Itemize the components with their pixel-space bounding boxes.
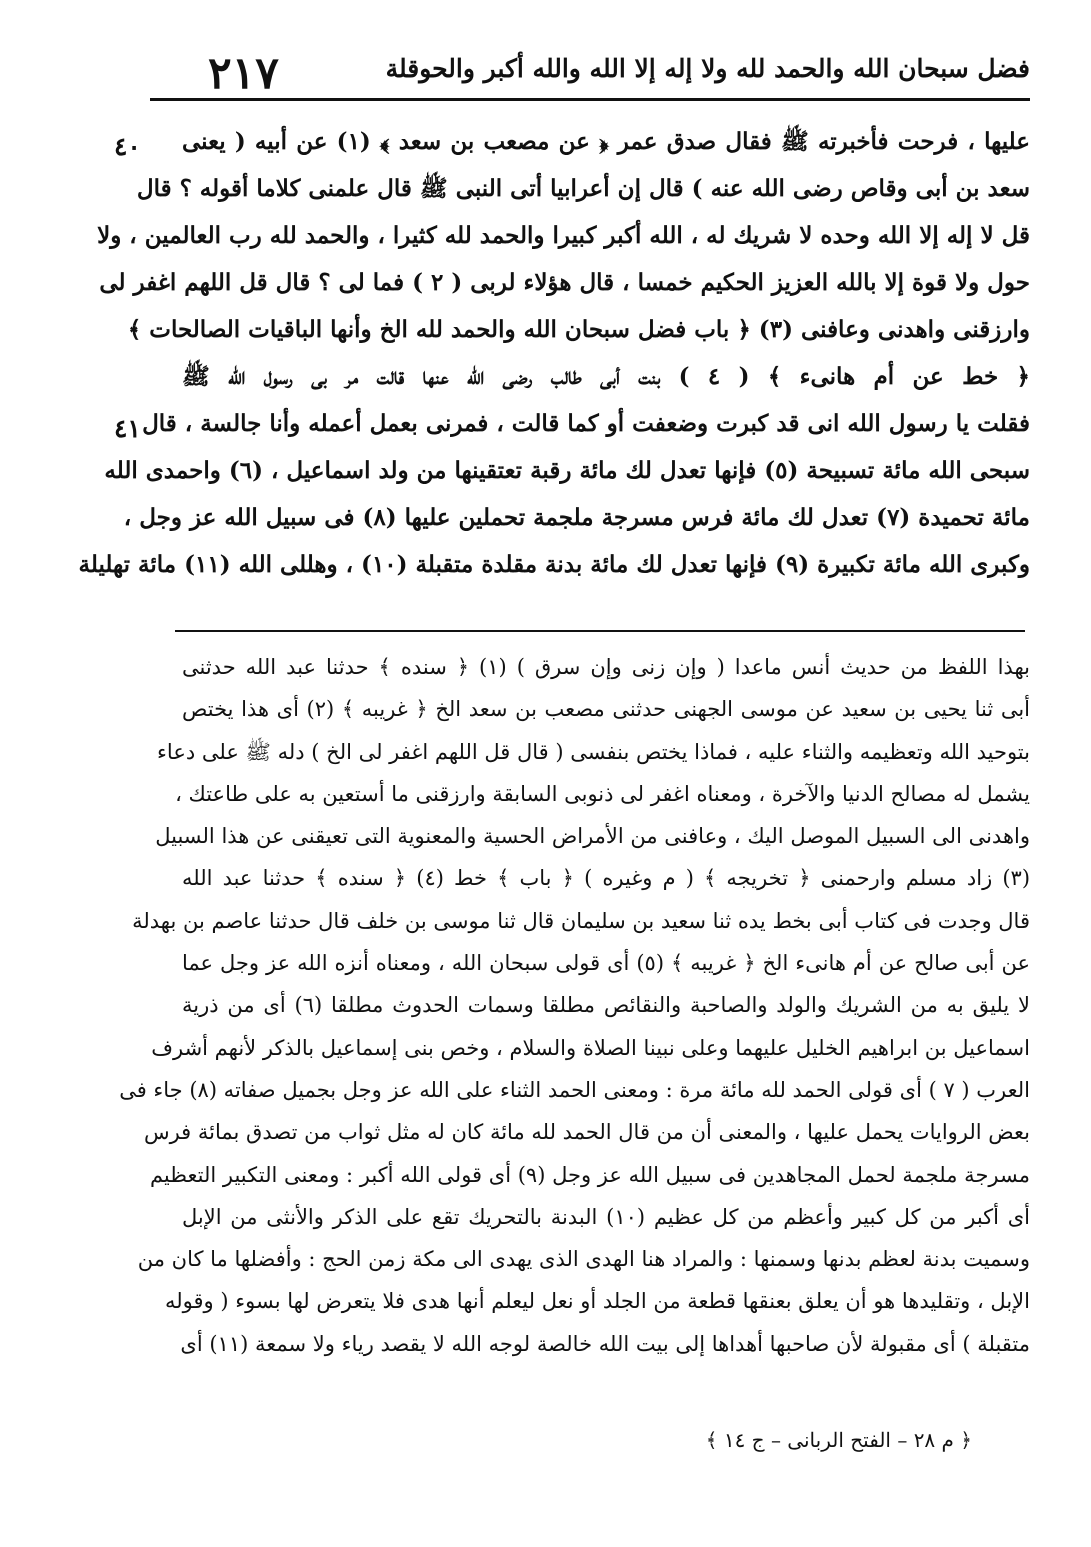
main-text-line: وارزقنى واهدنى وعافنى (٣) ﴿ باب فضل سبحان الله والحمد لله الخ وأنها الباقيات الصالحات ﴾: [127, 316, 1030, 343]
main-text-line: عليها ، فرحت فأخبرته ﷺ فقال صدق عمر ﴿ عن مصعب بن سعد ﴾ (١) عن أبيه ( يعنى: [182, 128, 1030, 155]
header-rule: [150, 98, 1030, 101]
footnote-line: أى أكبر من كل كبير وأعظم من كل عظيم (١٠) البدنة بالتحريك تقع على الذكر والأنثى من الإبل: [182, 1204, 1031, 1229]
footnote-line: العرب ( ٧ ) أى قولى الحمد لله مائة مرة : ومعنى الحمد الثناء على الله عز وجل بجميل صفاته (٨) جاء فى: [119, 1077, 1030, 1102]
signature-mark: ﴿ م ٢٨ – الفتح الربانى – ج ١٤ ﴾: [705, 1428, 972, 1452]
footnote-line: متقبلة ) أى مقبولة لأن صاحبها أهداها إلى بيت الله خالصة لوجه الله لا يقصد رياء ولا سمعة (١١) أى: [180, 1331, 1030, 1356]
main-text-line: حول ولا قوة إلا بالله العزيز الحكيم خمسا ، قال هؤلاء لربى ( ٢ ) فما لى ؟ قال قل اللهم اغفر لى: [99, 269, 1030, 296]
footnote-line: اسماعيل بن ابراهيم الخليل عليهما وعلى نبينا الصلاة والسلام ، وخص بنى إسماعيل بالذكر لأنهم أشرف: [151, 1035, 1030, 1060]
running-title: فضل سبحان الله والحمد لله ولا إله إلا الله والله أكبر والحوقلة: [385, 54, 1030, 83]
footnote-rule: [175, 630, 1025, 632]
footnote-line: عن أبى صالح عن أم هانىء الخ ﴿ غريبه ﴾ (٥) أى قولى سبحان الله ، ومعناه أنزه الله عز وجل عما: [182, 951, 1030, 976]
main-text-line: سبحى الله مائة تسبيحة (٥) فإنها تعدل لك مائة رقبة تعتقينها من ولد اسماعيل ، (٦) واحمدى الله: [104, 457, 1030, 484]
main-text-line: ﴿ خط عن أم هانىء ﴾ ( ٤ ) بنت أبى طالب رضى الله عنها قالت مر بى رسول الله ﷺ: [182, 363, 1030, 390]
footnote-line: واهدنى الى السبيل الموصل اليك ، وعافنى من الأمراض الحسية والمعنوية التى تعيقنى عن هذا السبيل: [155, 824, 1030, 849]
page-number: ٢١٧: [208, 48, 279, 99]
footnote-line: بعض الروايات يحمل عليها ، والمعنى أن من قال الحمد لله مائة كان له مثل ثواب من تصدق بمائة فرس: [143, 1120, 1030, 1145]
footnote-line: الإبل ، وتقليدها هو أن يعلق بعنقها قطعة من الجلد أو نعل ليعلم أنها هدى فلا يتعرض لها بسوء ( وقوله: [165, 1289, 1030, 1314]
footnote-line: (٣) زاد مسلم وارحمنى ﴿ تخريجه ﴾ ( م وغيره ) ﴿ باب ﴾ خط (٤) ﴿ سنده ﴾ حدثنا عبد الله: [182, 866, 1031, 891]
hadith-number: ٤١: [114, 414, 141, 443]
footnotes: [119, 646, 1031, 1365]
footnote-line: أبى ثنا يحيى بن سعيد عن موسى الجهنى حدثنى مصعب بن سعد الخ ﴿ غريبه ﴾ (٢) أى هذا يختص: [182, 697, 1031, 722]
footnote-line: قال وجدت فى كتاب أبى بخط يده ثنا سعيد بن سليمان قال ثنا موسى بن خلف قال حدثنا عاصم بن بهدلة: [132, 908, 1030, 933]
footnote-line: وسميت بدنة لعظم بدنها وسمنها : والمراد هنا الهدى الذى يهدى الى مكة زمن الحج : وأفضلها ما كان من: [137, 1247, 1030, 1272]
hadith-number: ٤٠: [114, 132, 141, 161]
footnote-line: بهذا اللفظ من حديث أنس ماعدا ( وإن زنى وإن سرق ) (١) ﴿ سنده ﴾ حدثنا عبد الله حدثنى: [182, 655, 1030, 679]
footnote-line: لا يليق به من الشريك والولد والصاحبة والنقائص مطلقا وسمات الحدوث مطلقا (٦) أى من ذرية: [182, 993, 1031, 1018]
main-text-line: فقلت يا رسول الله انى قد كبرت وضعفت أو كما قالت ، فمرنى بعمل أعمله وأنا جالسة ، قال: [142, 410, 1030, 437]
main-text-line: وكبرى الله مائة تكبيرة (٩) فإنها تعدل لك مائة بدنة مقلدة متقبلة (١٠) ، وهللى الله (١١) مائة تهليلة: [78, 551, 1030, 578]
footnote-line: مسرجة ملجمة لحمل المجاهدين فى سبيل الله عز وجل (٩) أى قولى الله أكبر : ومعنى التكبير التعظيم: [149, 1162, 1030, 1187]
footnote-line: يشمل له مصالح الدنيا والآخرة ، ومعناه اغفر لى ذنوبى السابقة وارزقنى ما أستعين به على طاعتك ،: [175, 781, 1030, 806]
footnote-line: بتوحيد الله وتعظيمه والثناء عليه ، فماذا يختص بنفسى ( قال قل اللهم اغفر لى الخ ) دله ﷺ على دعاء: [157, 739, 1030, 764]
main-text-line: مائة تحميدة (٧) تعدل لك مائة فرس مسرجة ملجمة تحملين عليها (٨) فى سبيل الله عز وجل ،: [123, 504, 1030, 531]
main-text-line: قل لا إله إلا الله وحده لا شريك له ، الله أكبر كبيرا والحمد لله كثيرا ، والحمد لله رب العالمين ، ولا: [97, 222, 1030, 249]
page-header: [150, 40, 1030, 100]
main-text-line: سعد بن أبى وقاص رضى الله عنه ) قال إن أعرابيا أتى النبى ﷺ قال علمنى كلاما أقوله ؟ قال: [136, 175, 1030, 202]
